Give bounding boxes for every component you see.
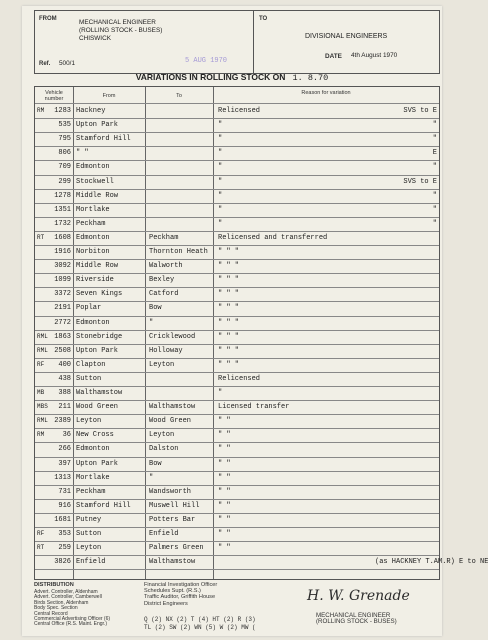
to-garage: Walthamstow	[149, 403, 196, 412]
to-garage: Bow	[149, 304, 162, 313]
vehicle-prefix: RM	[37, 107, 45, 114]
table-row	[35, 302, 439, 314]
vehicle-number: 2772	[54, 318, 71, 327]
from-garage: Stonebridge	[76, 332, 123, 341]
vehicle-number: 806	[58, 149, 71, 158]
vehicle-number: 916	[58, 501, 71, 510]
to-garage: Holloway	[149, 346, 183, 355]
vehicle-number: 2191	[54, 304, 71, 313]
to-garage: Leyton	[149, 360, 175, 369]
reason-text: "	[218, 121, 223, 130]
reason-detail: E	[432, 149, 437, 158]
to-garage: Peckham	[149, 233, 179, 242]
from-garage: Middle Row	[76, 191, 119, 200]
header-divider	[253, 11, 254, 73]
table-row	[35, 373, 439, 385]
reason-text: " "	[218, 473, 231, 482]
table-row	[35, 472, 439, 484]
vehicle-number: 1916	[54, 248, 71, 256]
from-garage: Wood Green	[76, 403, 119, 412]
reason-text: " "	[218, 431, 231, 440]
from-garage: Edmonton	[76, 233, 110, 242]
to-garage: Catford	[149, 290, 179, 299]
table-row	[35, 161, 439, 173]
from-garage: Poplar	[76, 304, 102, 313]
from-garage: Enfield	[76, 558, 106, 567]
distribution-label: DISTRIBUTION	[34, 582, 74, 588]
from-garage: Upton Park	[76, 346, 119, 355]
reason-text: " " "	[218, 248, 240, 256]
vehicle-number: 36	[62, 431, 71, 440]
vehicle-number: 3372	[54, 290, 71, 299]
vehicle-prefix: RML	[37, 346, 48, 354]
vehicle-number: 266	[58, 445, 71, 454]
vehicle-prefix: RT	[37, 233, 45, 241]
col-header-to: To	[176, 93, 182, 99]
from-text: MECHANICAL ENGINEER (ROLLING STOCK - BUSES) CHISWICK	[79, 19, 163, 42]
reason-text: " " "	[218, 346, 240, 355]
from-garage: Edmonton	[76, 445, 110, 454]
vehicle-number: 1351	[54, 205, 71, 214]
reason-text: "	[218, 135, 223, 144]
from-garage: Middle Row	[76, 262, 119, 271]
reason-detail: "	[432, 191, 437, 200]
to-garage: Leyton	[149, 431, 175, 440]
to-garage: Walthamstow	[149, 558, 196, 567]
reason-text: Licensed transfer	[218, 403, 290, 412]
from-garage: Leyton	[76, 417, 102, 426]
reason-text: Relicensed	[218, 374, 261, 383]
reason-text: "	[218, 149, 223, 158]
vehicle-number: 2508	[54, 346, 71, 355]
vehicle-prefix: MBS	[37, 403, 48, 411]
reason-detail: "	[432, 163, 437, 172]
reason-text: " " "	[218, 276, 240, 285]
vehicle-number: 1681	[54, 515, 71, 524]
from-garage: Mortlake	[76, 205, 110, 214]
from-garage: Leyton	[76, 544, 102, 553]
reason-detail: "	[432, 205, 437, 214]
vehicle-number: 731	[58, 487, 71, 496]
table-row	[35, 500, 439, 512]
to-garage: Potters Bar	[149, 515, 196, 524]
vehicle-number: 795	[58, 135, 71, 144]
reason-text: "	[218, 191, 223, 200]
table-row	[35, 232, 439, 244]
from-garage: Sutton	[76, 374, 102, 383]
table-row	[35, 542, 439, 554]
ref-label: Ref.	[39, 61, 51, 67]
header-rule	[35, 103, 439, 104]
from-garage: Edmonton	[76, 163, 110, 172]
from-garage: Sutton	[76, 530, 102, 538]
from-garage: Seven Kings	[76, 290, 123, 299]
table-row	[35, 458, 439, 470]
from-garage: Peckham	[76, 487, 106, 496]
reason-text: " "	[218, 544, 231, 553]
reason-text: Relicensed	[218, 107, 261, 115]
table-row	[35, 260, 439, 272]
vehicle-number: 3092	[54, 262, 71, 271]
table-row	[35, 246, 439, 258]
reason-text: "	[218, 389, 223, 397]
vehicle-number: 709	[58, 163, 71, 172]
table-row	[35, 486, 439, 498]
row-rule	[35, 569, 439, 570]
reason-text: " "	[218, 459, 231, 468]
vehicle-prefix: RML	[37, 332, 48, 340]
vehicle-number: 1278	[54, 191, 71, 200]
to-garage: "	[149, 473, 154, 482]
table-row	[35, 331, 439, 343]
depot-codes-line-2: TL (2) SW (2) WN (5) W (2) MW (	[144, 624, 256, 631]
reason-text: " " "	[218, 304, 240, 313]
reason-text: " " "	[218, 332, 240, 341]
reason-text: " "	[218, 501, 231, 510]
distribution-list-middle: Financial Investigation Officer Schedules Supt. (R.S.) Traffic Auditor, Griffith House District Engineers	[144, 582, 218, 607]
from-garage: Edmonton	[76, 318, 110, 327]
distribution-list-left: Advert. Controller, Aldenham Advert. Controller, Camberwell Birds Section, Aldenham Body Spec. Section Central Record Commercial Advertising Officer (6) Central Office (R.S. Maint. Engr.)	[34, 589, 111, 628]
vehicle-number: 388	[58, 389, 71, 397]
table-row	[35, 204, 439, 216]
vehicle-number: 1608	[54, 233, 71, 242]
to-garage: Dalston	[149, 445, 179, 454]
table-row	[35, 190, 439, 202]
reason-text: Relicensed and transferred	[218, 233, 328, 242]
signoff-title: MECHANICAL ENGINEER (ROLLING STOCK - BUSES)	[316, 612, 397, 626]
table-row	[35, 218, 439, 230]
from-garage: Peckham	[76, 219, 106, 228]
to-garage: Palmers Green	[149, 544, 204, 553]
to-label: TO	[259, 16, 268, 22]
vehicle-prefix: RML	[37, 417, 48, 425]
from-garage: Norbiton	[76, 248, 110, 256]
col-header-reason: Reason for variation	[301, 90, 351, 96]
table-row	[35, 387, 439, 399]
vehicle-prefix: RF	[37, 530, 45, 537]
document-sheet	[22, 6, 488, 636]
memo-header	[34, 10, 440, 74]
table-row	[35, 345, 439, 357]
reason-text: "	[218, 219, 223, 228]
table-row	[35, 443, 439, 455]
vehicle-number: 535	[58, 121, 71, 130]
vehicle-number: 2389	[54, 417, 71, 426]
table-row	[35, 147, 439, 159]
date-value: 4th August 1970	[351, 52, 398, 59]
from-garage: Riverside	[76, 276, 114, 285]
reason-detail: "	[432, 121, 437, 130]
col-header-vehicle: Vehicle number	[44, 90, 64, 102]
table-row	[35, 429, 439, 441]
table-row	[35, 556, 488, 568]
reason-detail: "	[432, 135, 437, 144]
from-garage: Upton Park	[76, 459, 119, 468]
title-date: 1. 8.70	[292, 73, 329, 83]
from-garage: New Cross	[76, 431, 114, 440]
vehicle-number: 353	[58, 530, 71, 538]
from-garage: Hackney	[76, 107, 106, 115]
to-garage: "	[149, 318, 154, 327]
table-row	[35, 288, 439, 300]
table-row	[35, 514, 439, 526]
table-row	[35, 359, 439, 371]
from-garage: Stamford Hill	[76, 501, 131, 510]
vehicle-number: 438	[58, 374, 71, 383]
reason-text: " "	[218, 445, 231, 454]
reason-text: " "	[218, 530, 231, 538]
to-garage: Wandsworth	[149, 487, 192, 496]
depot-codes-line-1: Q (2) NX (2) T (4) HT (2) R (3)	[144, 616, 256, 623]
vehicle-number: 1732	[54, 219, 71, 228]
reason-text: " "	[218, 487, 231, 496]
vehicle-prefix: RM	[37, 431, 45, 439]
from-garage: Clapton	[76, 360, 106, 369]
table-row	[35, 415, 439, 427]
to-garage: Thornton Heath	[149, 248, 208, 256]
reason-detail: SVS to E	[403, 107, 437, 115]
reason-text: " "	[218, 417, 231, 426]
from-garage: Walthamstow	[76, 389, 123, 397]
vehicle-number: 259	[58, 544, 71, 553]
vehicle-number: 211	[58, 403, 71, 412]
title-text: VARIATIONS IN ROLLING STOCK ON	[135, 72, 286, 82]
from-garage: Upton Park	[76, 121, 119, 130]
reason-text: " "	[218, 515, 231, 524]
handwritten-signature: H. W. Grenade	[307, 588, 410, 604]
vehicle-number: 3826	[54, 558, 71, 567]
table-row	[35, 105, 439, 117]
received-stamp: 5 AUG 1970	[185, 57, 228, 65]
table-row	[35, 401, 439, 413]
table-row	[35, 317, 439, 329]
vehicle-number: 400	[58, 360, 71, 369]
reason-text: " " "	[218, 318, 240, 327]
vehicle-number: 1099	[54, 276, 71, 285]
reason-text: " " "	[218, 360, 240, 369]
to-garage: Cricklewood	[149, 332, 196, 341]
vehicle-number: 1283	[54, 107, 71, 115]
reason-detail: "	[432, 219, 437, 228]
reason-detail: (as HACKNEY T.AM.R) E to NE	[375, 558, 488, 567]
from-garage: Putney	[76, 515, 102, 524]
vehicle-number: 1313	[54, 473, 71, 482]
table-row	[35, 133, 439, 145]
to-garage: Wood Green	[149, 417, 192, 426]
from-garage: Stockwell	[76, 177, 114, 186]
from-garage: " "	[76, 149, 89, 158]
reason-text: "	[218, 163, 223, 172]
vehicle-prefix: RT	[37, 544, 45, 552]
ref-value: 500/1	[59, 60, 75, 67]
table-row	[35, 176, 439, 188]
vehicle-number: 397	[58, 459, 71, 468]
reason-detail: SVS to E	[403, 177, 437, 186]
table-row	[35, 119, 439, 131]
vehicle-prefix: RF	[37, 360, 45, 368]
reason-text: "	[218, 205, 223, 214]
variations-table	[34, 86, 488, 580]
reason-text: "	[218, 177, 223, 186]
to-garage: Enfield	[149, 530, 179, 538]
date-label: DATE	[325, 53, 342, 60]
to-garage: Muswell Hill	[149, 501, 200, 510]
vehicle-number: 1863	[54, 332, 71, 341]
from-label: FROM	[39, 16, 57, 22]
table-row	[35, 528, 439, 540]
table-row	[35, 274, 439, 286]
from-garage: Mortlake	[76, 473, 110, 482]
to-garage: Bexley	[149, 276, 175, 285]
to-garage: Walworth	[149, 262, 183, 271]
to-garage: Bow	[149, 459, 162, 468]
col-header-from: From	[102, 93, 116, 99]
from-garage: Stamford Hill	[76, 135, 131, 144]
to-text: DIVISIONAL ENGINEERS	[305, 33, 388, 40]
reason-text: " " "	[218, 262, 240, 271]
vehicle-number: 299	[58, 177, 71, 186]
page-title	[22, 72, 442, 83]
vehicle-prefix: MB	[37, 389, 45, 396]
reason-text: " " "	[218, 290, 240, 299]
